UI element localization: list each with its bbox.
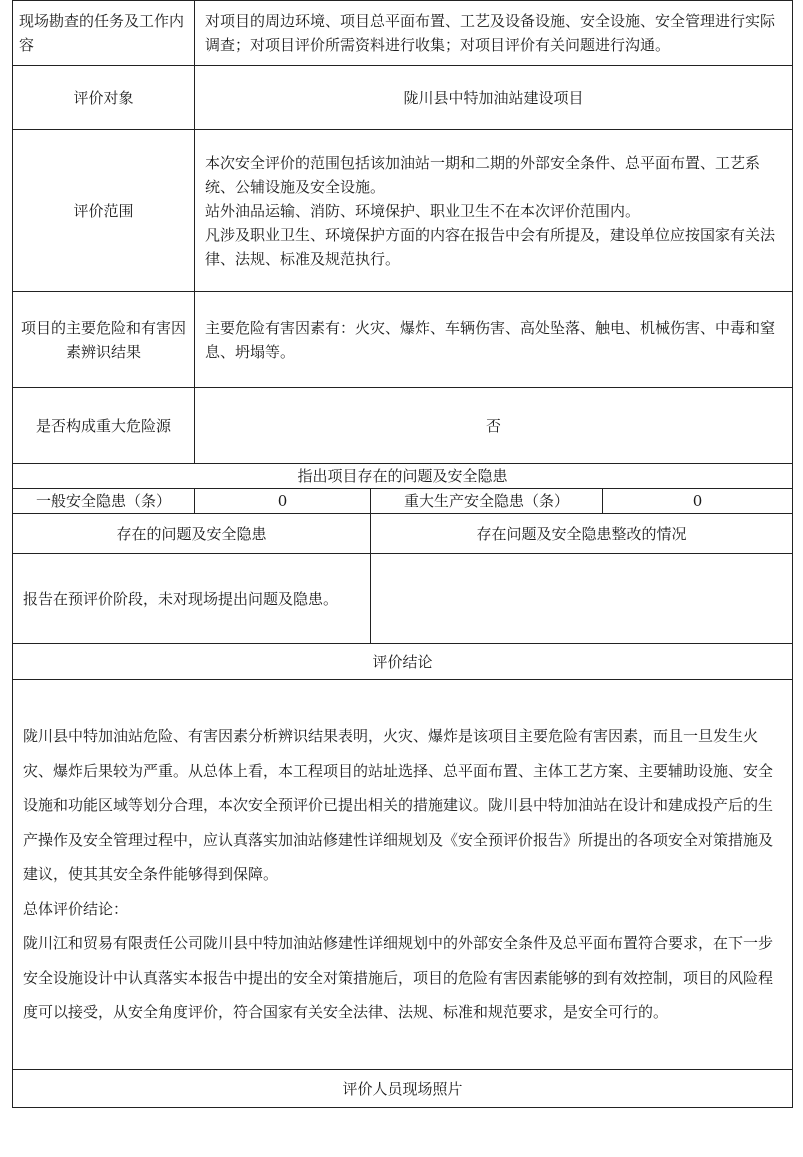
object-label: 评价对象 (13, 66, 195, 130)
report-page (12, 0, 792, 1108)
overall-conclusion-label: 总体评价结论： (23, 899, 129, 918)
general-hazard-count: 0 (195, 489, 371, 514)
major-hazard-label: 是否构成重大危险源 (13, 388, 195, 464)
scope-value (195, 130, 793, 292)
issues-count-row (13, 489, 793, 514)
conclusion-paragraph: 陇川江和贸易有限责任公司陇川县中特加油站修建性详细规划中的外部安全条件及总平面布置符合要求，在下一步安全设施设计中认真落实本报告中提出的安全对策措施后，项目的危险有害因素能够的到有效控制，项目的风险程度可以接受，从安全角度评价，符合国家有关安全法律、法规、标准和规范要求，是安全可行的。 (23, 934, 774, 1022)
problems-column-header: 存在的问题及安全隐患 (13, 514, 371, 554)
object-value: 陇川县中特加油站建设项目 (195, 66, 793, 130)
task-value: 对项目的周边环境、项目总平面布置、工艺及设备设施、安全设施、安全管理进行实际调查；对项目评价所需资料进行收集；对项目评价有关问题进行沟通。 (195, 1, 793, 66)
conclusion-paragraph: 陇川县中特加油站危险、有害因素分析辨识结果表明，火灾、爆炸是该项目主要危险有害因素，而且一旦发生火灾、爆炸后果较为严重。从总体上看，本工程项目的站址选择、总平面布置、主体工艺方案、主要辅助设施、安全设施和功能区域等划分合理，本次安全预评价已提出相关的措施建议。陇川县中特加油站在设计和建成投产后的生产操作及安全管理过程中，应认真落实加油站修建性详细规划及《安全预评价报告》所提出的各项安全对策措施及建议，使其其安全条件能够得到保障。 (23, 727, 774, 884)
photos-title-row (13, 1070, 793, 1108)
hazard-row (13, 292, 793, 388)
general-hazard-label: 一般安全隐患（条） (13, 489, 195, 514)
scope-label: 评价范围 (13, 130, 195, 292)
rectify-text (371, 554, 793, 644)
problems-text: 报告在预评价阶段，未对现场提出问题及隐患。 (13, 554, 371, 644)
major-hazard-row (13, 388, 793, 464)
major-production-hazard-label: 重大生产安全隐患（条） (371, 489, 603, 514)
task-row (13, 1, 793, 66)
object-row (13, 66, 793, 130)
task-label: 现场勘查的任务及工作内容 (13, 1, 195, 66)
conclusion-content-row (13, 680, 793, 1070)
scope-paragraph: 本次安全评价的范围包括该加油站一期和二期的外部安全条件、总平面布置、工艺系统、公辅设施及安全设施。 (205, 153, 761, 196)
hazard-label: 项目的主要危险和有害因素辨识结果 (13, 292, 195, 388)
photos-title: 评价人员现场照片 (13, 1070, 793, 1108)
scope-paragraph: 凡涉及职业卫生、环境保护方面的内容在报告中会有所提及，建设单位应按国家有关法律、法规、标准及规范执行。 (205, 225, 776, 268)
scope-paragraph: 站外油品运输、消防、环境保护、职业卫生不在本次评价范围内。 (205, 201, 641, 220)
issues-title-row (13, 464, 793, 489)
scope-row (13, 130, 793, 292)
issues-title: 指出项目存在的问题及安全隐患 (13, 464, 793, 489)
conclusion-content (13, 680, 793, 1070)
conclusion-title-row (13, 644, 793, 680)
assessment-table (12, 0, 793, 1108)
conclusion-title: 评价结论 (13, 644, 793, 680)
hazard-value: 主要危险有害因素有：火灾、爆炸、车辆伤害、高处坠落、触电、机械伤害、中毒和窒息、坍塌等。 (195, 292, 793, 388)
major-production-hazard-count: 0 (603, 489, 793, 514)
major-hazard-value: 否 (195, 388, 793, 464)
rectify-column-header: 存在问题及安全隐患整改的情况 (371, 514, 793, 554)
issues-content-row (13, 554, 793, 644)
issues-header-row (13, 514, 793, 554)
